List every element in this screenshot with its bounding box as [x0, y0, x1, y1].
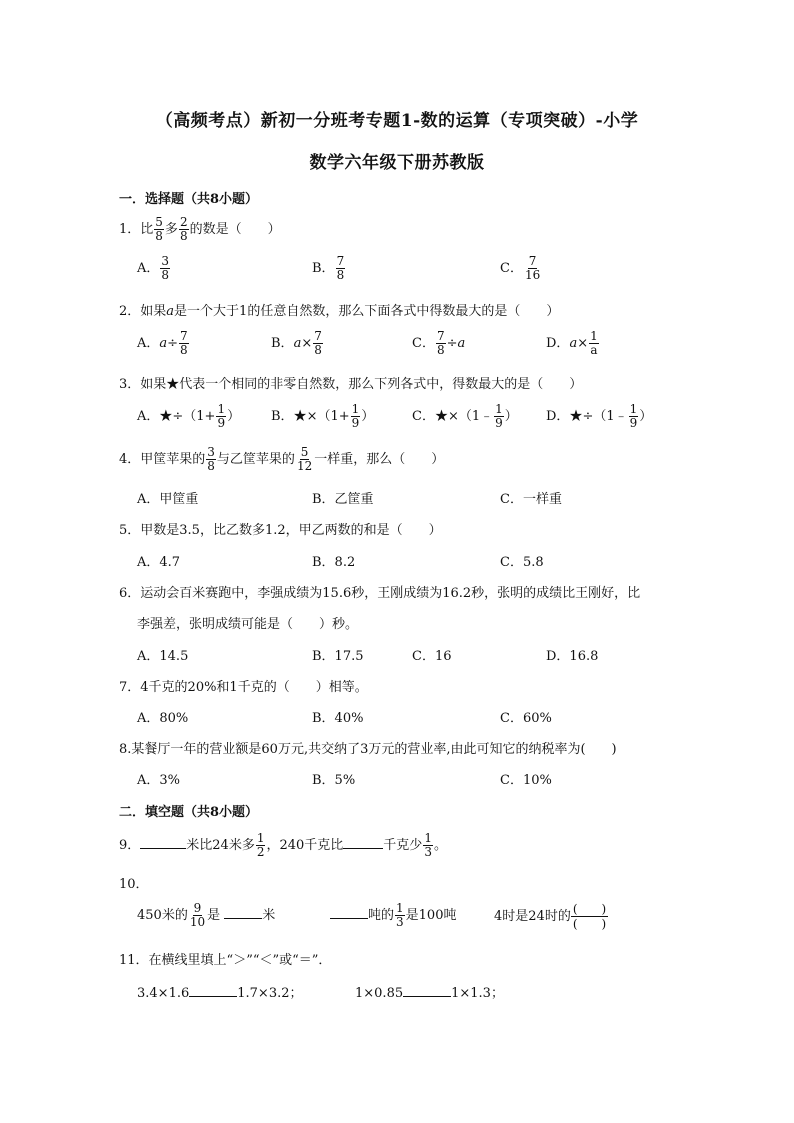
question-5: 5．甲数是3.5，比乙数多1.2，甲乙两数的和是（ ） — [119, 523, 442, 538]
q1-mid: 多 — [164, 222, 178, 237]
q8-option-c[interactable]: C．10% — [500, 773, 552, 788]
option-label: B． — [312, 261, 335, 276]
q9-number: 9． — [119, 838, 141, 853]
question-6-line-2: 李强差，张明成绩可能是（ ）秒。 — [137, 617, 359, 632]
option-label: D． — [546, 336, 570, 351]
option-fraction — [351, 403, 361, 430]
q2-option-c[interactable] — [412, 330, 465, 357]
q2-prefix: 2．如果 — [119, 304, 167, 319]
denominator: 9 — [495, 416, 503, 430]
numerator: 2 — [179, 215, 188, 229]
q10a-prefix: 450米的 — [137, 908, 188, 923]
option-fraction — [589, 330, 599, 357]
q9-text-3: 千克少 — [383, 838, 423, 853]
option-expr: a× — [569, 336, 589, 351]
q9-blank-2[interactable] — [343, 848, 383, 849]
q11-part-b — [355, 982, 504, 1001]
denominator: 8 — [180, 343, 188, 357]
question-4 — [119, 446, 444, 473]
q2-option-a[interactable] — [137, 330, 190, 357]
q5-option-a[interactable]: A．4.7 — [137, 555, 181, 570]
q7-option-a[interactable]: A．80% — [137, 711, 189, 726]
denominator: 8 — [207, 459, 215, 473]
q11b-blank[interactable] — [403, 996, 451, 997]
question-1 — [119, 216, 281, 243]
option-expr: ★÷（1﹣ — [569, 409, 628, 424]
q5-option-c[interactable]: C．5.8 — [500, 555, 544, 570]
q10b-fraction — [395, 902, 405, 929]
numerator: 1 — [424, 831, 432, 845]
option-label: A． — [137, 409, 160, 424]
q2-option-b[interactable] — [271, 330, 324, 357]
option-expr: ★×（1+ — [293, 409, 350, 424]
q10-part-a — [137, 902, 275, 929]
denominator: 12 — [296, 459, 313, 473]
denominator: 8 — [155, 229, 163, 243]
numerator: 1 — [396, 901, 404, 915]
q1-fraction-2 — [179, 216, 189, 243]
q10a-mid: 是 — [207, 908, 221, 923]
option-close: ） — [361, 409, 375, 424]
option-label: C． — [412, 409, 435, 424]
q4-fraction-2 — [296, 446, 313, 473]
q10a-fraction — [189, 902, 206, 929]
numerator: 1 — [256, 831, 265, 845]
q9-text-4: 。 — [433, 838, 447, 853]
option-close: ） — [227, 409, 241, 424]
denominator: 2 — [256, 845, 265, 859]
numerator: 1 — [217, 402, 226, 416]
q4-mid: 与乙筐苹果的 — [216, 452, 295, 467]
q8-option-a[interactable]: A．3% — [137, 773, 181, 788]
option-label: A． — [137, 261, 160, 276]
option-fraction — [524, 255, 541, 282]
q10c-prefix: 4时是24时的 — [494, 909, 571, 924]
q11b-left: 1×0.85 — [355, 986, 404, 1001]
option-expr: a÷ — [159, 336, 179, 351]
option-label: B． — [271, 409, 294, 424]
q10c-answer-fraction[interactable] — [571, 902, 608, 931]
page-title-line-2: 数学六年级下册苏教版 — [309, 153, 485, 173]
numerator: 9 — [193, 901, 202, 915]
numerator: 7 — [436, 329, 445, 343]
q3-option-d[interactable] — [546, 403, 652, 430]
denominator: 3 — [424, 845, 432, 859]
question-10: 10． — [119, 877, 149, 892]
q9-blank-1[interactable] — [140, 848, 186, 849]
numerator: 1 — [590, 329, 598, 343]
q10a-blank[interactable] — [224, 918, 262, 919]
q8-option-b[interactable]: B．5% — [312, 773, 356, 788]
q4-option-a[interactable]: A．甲筐重 — [137, 492, 199, 507]
denominator: 8 — [436, 343, 445, 357]
q1-option-a[interactable] — [137, 255, 171, 282]
denominator: 9 — [629, 416, 638, 430]
denominator: 8 — [336, 268, 345, 282]
q11a-blank[interactable] — [189, 996, 237, 997]
option-close: ） — [504, 409, 518, 424]
q3-option-c[interactable] — [412, 403, 518, 430]
q1-option-c[interactable] — [500, 255, 542, 282]
q11-part-a — [137, 982, 303, 1001]
numerator: 5 — [300, 445, 309, 459]
q1-fraction-1 — [154, 216, 164, 243]
q2-suffix: 是一个大于1的任意自然数，那么下面各式中得数最大的是（ ） — [174, 304, 560, 319]
denominator: 9 — [217, 416, 226, 430]
option-label: C． — [412, 336, 435, 351]
q11b-right: 1×1.3； — [451, 986, 504, 1001]
q2-option-d[interactable] — [546, 330, 600, 357]
q10b-suffix: 是100吨 — [405, 908, 457, 923]
option-fraction — [179, 330, 189, 357]
denominator: 8 — [314, 343, 322, 357]
numerator: 3 — [207, 445, 215, 459]
numerator: 1 — [629, 402, 638, 416]
denominator: a — [590, 343, 598, 357]
question-9 — [119, 832, 447, 859]
page-title-line-1: （高频考点）新初一分班考专题1-数的运算（专项突破）-小学 — [155, 111, 639, 131]
q4-option-b[interactable]: B．乙筐重 — [312, 492, 374, 507]
q9-text-1: 米比24米多 — [186, 838, 255, 853]
denominator: 9 — [351, 416, 360, 430]
numerator: 7 — [336, 254, 345, 268]
q10-part-b — [330, 902, 456, 929]
q7-option-c[interactable]: C．60% — [500, 711, 552, 726]
numerator-blank[interactable]: ( ) — [572, 902, 607, 916]
denominator: 8 — [161, 268, 170, 282]
q11a-left: 3.4×1.6 — [137, 986, 190, 1001]
question-6-line-1: 6．运动会百米赛跑中，李强成绩为15.6秒，王刚成绩为16.2秒，张明的成绩比王刚好，比 — [119, 586, 641, 601]
q6-option-c[interactable]: C．16 — [412, 649, 452, 664]
q1-prefix: 1．比 — [119, 222, 154, 237]
option-fraction — [160, 255, 170, 282]
option-label: C． — [500, 261, 523, 276]
q4-suffix: 一样重，那么（ ） — [314, 452, 445, 467]
option-label: A． — [137, 336, 160, 351]
q7-option-b[interactable]: B．40% — [312, 711, 364, 726]
option-label: B． — [271, 336, 294, 351]
q6-option-b[interactable]: B．17.5 — [312, 649, 364, 664]
option-fraction — [494, 403, 504, 430]
question-8: 8.某餐厅一年的营业额是60万元,共交纳了3万元的营业率,由此可知它的纳税率为( ) — [119, 742, 617, 757]
q10a-suffix: 米 — [262, 908, 276, 923]
numerator: 5 — [155, 215, 163, 229]
numerator: 7 — [314, 329, 322, 343]
q2-variable: a — [166, 304, 175, 319]
option-label: D． — [546, 409, 570, 424]
q3-option-b[interactable] — [271, 403, 374, 430]
option-fraction — [313, 330, 323, 357]
numerator: 3 — [161, 254, 170, 268]
numerator: 1 — [495, 402, 503, 416]
q9-text-2: ，240千克比 — [266, 838, 344, 853]
numerator: 1 — [351, 402, 360, 416]
q11a-right: 1.7×3.2； — [237, 986, 303, 1001]
q10b-text: 吨的 — [368, 908, 395, 923]
option-expr: ★÷（1+ — [159, 409, 216, 424]
denominator: 3 — [396, 915, 404, 929]
q6-option-a[interactable]: A．14.5 — [137, 649, 189, 664]
q10b-blank[interactable] — [330, 918, 368, 919]
q4-prefix: 4．甲筐苹果的 — [119, 452, 206, 467]
section-heading-fill: 二．填空题（共8小题） — [119, 805, 259, 820]
option-expr: ÷a — [446, 336, 466, 351]
question-11: 11．在横线里填上“＞”“＜”或“＝”． — [119, 953, 332, 968]
numerator: 7 — [180, 329, 188, 343]
numerator: 7 — [528, 254, 537, 268]
q1-option-b[interactable] — [312, 255, 346, 282]
option-expr: ★×（1﹣ — [434, 409, 494, 424]
q6-option-d[interactable]: D．16.8 — [546, 649, 599, 664]
option-close: ） — [639, 409, 653, 424]
question-7: 7．4千克的20%和1千克的（ ）相等。 — [119, 680, 368, 695]
denominator: 10 — [189, 915, 206, 929]
q9-fraction-1 — [256, 832, 266, 859]
option-fraction — [216, 403, 226, 430]
denominator-blank[interactable]: ( ) — [572, 917, 607, 931]
question-2 — [119, 300, 559, 319]
option-fraction — [336, 255, 346, 282]
option-expr: a× — [293, 336, 313, 351]
q10-part-c — [494, 902, 608, 931]
option-fraction — [436, 330, 446, 357]
question-3: 3．如果★代表一个相同的非零自然数，那么下列各式中，得数最大的是（ ） — [119, 377, 583, 392]
section-heading-choice: 一．选择题（共8小题） — [119, 192, 259, 207]
denominator: 16 — [524, 268, 541, 282]
q5-option-b[interactable]: B．8.2 — [312, 555, 356, 570]
q1-suffix: 的数是（ ） — [189, 222, 281, 237]
denominator: 8 — [179, 229, 188, 243]
q3-option-a[interactable] — [137, 403, 240, 430]
option-fraction — [629, 403, 639, 430]
q4-fraction-1 — [206, 446, 216, 473]
q9-fraction-2 — [423, 832, 433, 859]
q4-option-c[interactable]: C．一样重 — [500, 492, 562, 507]
